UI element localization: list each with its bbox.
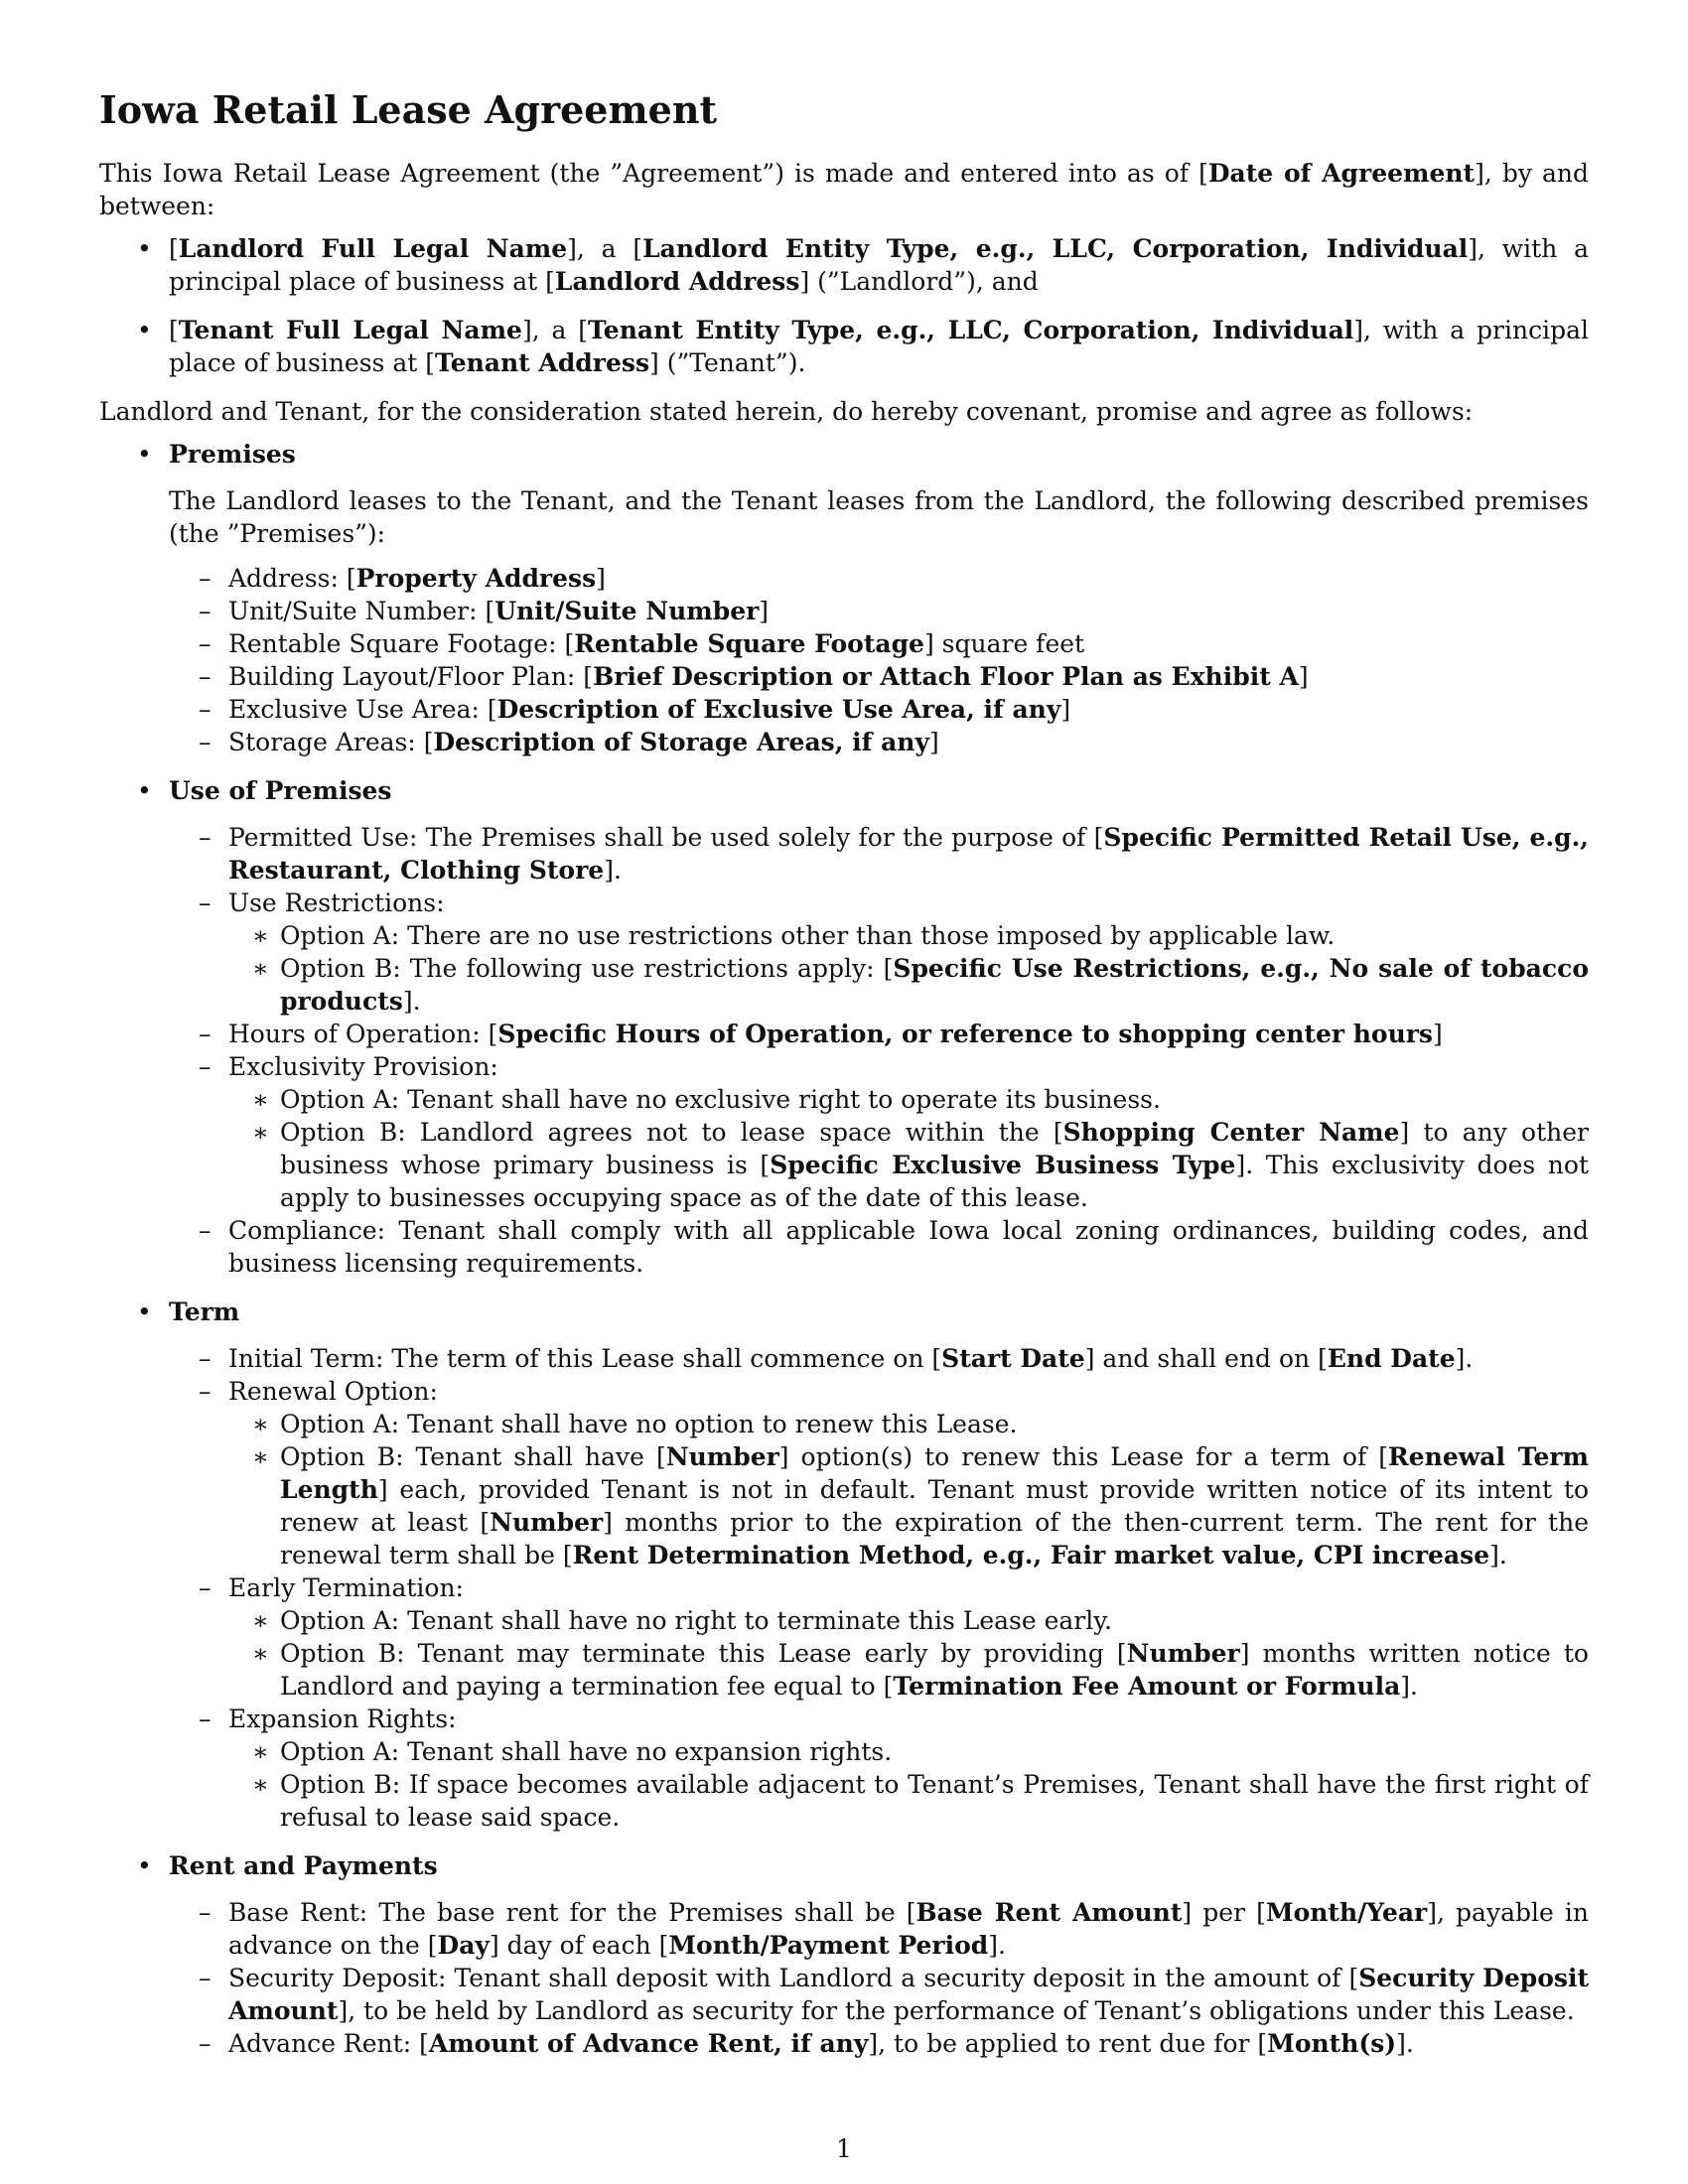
- option-item: ∗ Option A: Tenant shall have no right to terminate this Lease early.: [228, 1604, 1589, 1637]
- list-item: [169, 1342, 1589, 1375]
- list-item: [169, 821, 1589, 887]
- text: Permitted Use: The Premises shall be used solely for the purpose of [: [228, 822, 1104, 852]
- label: Address: [: [228, 563, 356, 593]
- list-item: [169, 595, 1589, 627]
- sections-list: [99, 438, 1589, 2060]
- section-use-of-premises: [99, 774, 1589, 1280]
- section-heading: • Premises: [169, 439, 296, 469]
- option-item: ∗ Option A: Tenant shall have no exclusive right to operate its business.: [228, 1083, 1589, 1116]
- option-list: [228, 1408, 1589, 1571]
- text: ] (”Tenant”).: [649, 347, 806, 377]
- placeholder-landlord-name: Landlord Full Legal Name: [178, 233, 568, 263]
- placeholder: Specific Exclusive Business Type: [770, 1150, 1236, 1179]
- placeholder: Shopping Center Name: [1062, 1117, 1400, 1147]
- parties-list: [99, 232, 1589, 379]
- label: Use Restrictions:: [228, 887, 445, 917]
- document-title: Iowa Retail Lease Agreement: [99, 87, 718, 132]
- option-item: ∗ Option B: If space becomes available adjacent to Tenant’s Premises, Tenant shall have the first right of refusal to lease said space.: [228, 1768, 1589, 1834]
- list-item: [169, 1050, 1589, 1214]
- label: Expansion Rights:: [228, 1704, 457, 1733]
- option-item: [228, 1116, 1589, 1214]
- text: ], to be held by Landlord as security for the performance of Tenant’s obligations under this Lease.: [338, 1995, 1575, 2025]
- text: ].: [1396, 2028, 1414, 2058]
- text: ]: [1433, 1019, 1443, 1048]
- text: ], a [: [567, 233, 643, 263]
- text: ], with a principal place of business at [: [169, 233, 1589, 296]
- placeholder: Renewal Term Length: [280, 1441, 1589, 1504]
- option-item: ∗ Option A: Tenant shall have no expansion rights.: [228, 1735, 1589, 1768]
- text: ]: [1298, 661, 1309, 691]
- placeholder: Month/Payment Period: [668, 1930, 989, 1960]
- section-term: [99, 1296, 1589, 1834]
- text: ].: [402, 986, 421, 1016]
- placeholder: Security Deposit Amount: [228, 1963, 1589, 2025]
- placeholder: Specific Hours of Operation, or reference to shopping center hours: [497, 1019, 1434, 1048]
- placeholder-tenant-name: Tenant Full Legal Name: [178, 315, 522, 344]
- placeholder: Month(s): [1267, 2028, 1397, 2058]
- placeholder: Description of Exclusive Use Area, if any: [496, 694, 1061, 724]
- section-rent-and-payments: [99, 1849, 1589, 2060]
- list-item: [169, 627, 1589, 660]
- list-item: [169, 1703, 1589, 1834]
- placeholder: Day: [437, 1930, 490, 1960]
- text: ].: [1455, 1343, 1474, 1373]
- placeholder-landlord-entity: Landlord Entity Type, e.g., LLC, Corporation, Individual: [642, 233, 1469, 263]
- text: ] months written notice to Landlord and paying a termination fee equal to [: [280, 1638, 1589, 1701]
- placeholder: Specific Permitted Retail Use, e.g., Restaurant, Clothing Store: [228, 822, 1589, 885]
- text: ], payable in advance on the [: [228, 1897, 1589, 1960]
- list-item: [169, 887, 1589, 1018]
- option-list: [228, 919, 1589, 1018]
- label: Unit/Suite Number: [: [228, 596, 495, 625]
- use-details: [169, 821, 1589, 1280]
- list-item: [169, 1962, 1589, 2027]
- placeholder: End Date: [1327, 1343, 1456, 1373]
- placeholder: Rentable Square Footage: [574, 628, 924, 658]
- placeholder: Unit/Suite Number: [494, 596, 760, 625]
- text: ] months prior to the expiration of the then-current term. The rent for the renewal term shall be [: [280, 1507, 1589, 1570]
- list-item: [169, 660, 1589, 693]
- text: ].: [604, 855, 622, 885]
- option-item: [228, 1637, 1589, 1703]
- text: ], to be applied to rent due for [: [868, 2028, 1268, 2058]
- placeholder: Start Date: [941, 1343, 1085, 1373]
- section-heading: • Rent and Payments: [169, 1850, 438, 1880]
- placeholder: Brief Description or Attach Floor Plan as Exhibit A: [593, 661, 1299, 691]
- text: Security Deposit: Tenant shall deposit with Landlord a security deposit in the amount of [: [228, 1963, 1359, 1992]
- text: ]: [759, 596, 770, 625]
- text: Option B: The following use restrictions apply: [: [280, 953, 894, 983]
- option-item: ∗ Option A: There are no use restrictions other than those imposed by applicable law.: [228, 919, 1589, 952]
- text: ]. This exclusivity does not apply to businesses occupying space as of the date of this lease.: [280, 1150, 1589, 1212]
- text: ] each, provided Tenant is not in default. Tenant must provide written notice of its intent to renew at least [: [280, 1474, 1589, 1537]
- party-landlord: [99, 232, 1589, 298]
- text: Option B: Landlord agrees not to lease space within the [: [280, 1117, 1063, 1147]
- text: Option B: Tenant shall have [: [280, 1441, 666, 1471]
- text: ]: [929, 727, 939, 756]
- label: Storage Areas: [: [228, 727, 434, 756]
- text: ].: [1489, 1540, 1507, 1570]
- placeholder: Number: [1126, 1638, 1240, 1668]
- option-item: [228, 1440, 1589, 1571]
- list-item: [169, 2027, 1589, 2060]
- label: Early Termination:: [228, 1572, 464, 1602]
- placeholder: Number: [490, 1507, 604, 1537]
- section-heading: • Use of Premises: [169, 775, 392, 805]
- placeholder-landlord-address: Landlord Address: [554, 266, 800, 296]
- text: ].: [1400, 1671, 1418, 1701]
- option-list: [228, 1604, 1589, 1703]
- intro-text: ], by and between:: [99, 158, 1589, 220]
- placeholder: Termination Fee Amount or Formula: [893, 1671, 1401, 1701]
- section-text: The Landlord leases to the Tenant, and the Tenant leases from the Landlord, the following described premises (the ”Premises”):: [169, 485, 1589, 548]
- text: Initial Term: The term of this Lease shall commence on [: [228, 1343, 942, 1373]
- text: ].: [988, 1930, 1006, 1960]
- label: Building Layout/Floor Plan: [: [228, 661, 594, 691]
- placeholder: Number: [665, 1441, 779, 1471]
- placeholder-tenant-address: Tenant Address: [434, 347, 650, 377]
- text: Advance Rent: [: [228, 2028, 429, 2058]
- placeholder-tenant-entity: Tenant Entity Type, e.g., LLC, Corporation, Individual: [588, 315, 1354, 344]
- label: Rentable Square Footage: [: [228, 628, 575, 658]
- list-item: [169, 1896, 1589, 1962]
- option-list: [228, 1083, 1589, 1214]
- text: Hours of Operation: [: [228, 1019, 498, 1048]
- placeholder: Description of Storage Areas, if any: [433, 727, 929, 756]
- placeholder-date-of-agreement: Date of Agreement: [1207, 158, 1476, 188]
- text: ] per [: [1182, 1897, 1266, 1927]
- option-item: [228, 952, 1589, 1018]
- placeholder: Amount of Advance Rent, if any: [428, 2028, 869, 2058]
- text: ] (”Landlord”), and: [799, 266, 1039, 296]
- placeholder: Specific Use Restrictions, e.g., No sale of tobacco products: [280, 953, 1589, 1016]
- rent-details: [169, 1896, 1589, 2060]
- premises-details: [169, 562, 1589, 758]
- text: ], with a principal place of business at [: [169, 315, 1589, 377]
- section-premises: [99, 438, 1589, 758]
- text: ] option(s) to renew this Lease for a term of [: [778, 1441, 1388, 1471]
- text: Option B: Tenant may terminate this Lease early by providing [: [280, 1638, 1127, 1668]
- text: ] to any other business whose primary business is [: [280, 1117, 1589, 1179]
- text: [: [169, 315, 179, 344]
- list-item: [169, 693, 1589, 726]
- text: ], a [: [521, 315, 589, 344]
- label: Renewal Option:: [228, 1376, 438, 1406]
- text: [: [169, 233, 179, 263]
- placeholder: Month/Year: [1265, 1897, 1428, 1927]
- label: Exclusive Use Area: [: [228, 694, 497, 724]
- text: ] and shall end on [: [1084, 1343, 1328, 1373]
- intro-text: This Iowa Retail Lease Agreement (the ”Agreement”) is made and entered into as of [: [99, 158, 1208, 188]
- list-item: [169, 726, 1589, 758]
- list-item: [169, 1018, 1589, 1050]
- option-item: ∗ Option A: Tenant shall have no option to renew this Lease.: [228, 1408, 1589, 1440]
- intro-paragraph: [99, 157, 1589, 222]
- list-item: [169, 1375, 1589, 1571]
- text: ]: [596, 563, 606, 593]
- text: ] square feet: [923, 628, 1085, 658]
- party-tenant: [99, 314, 1589, 379]
- document-page: [99, 87, 1589, 2076]
- list-item: [169, 562, 1589, 595]
- text: ] day of each [: [489, 1930, 669, 1960]
- placeholder: Rent Determination Method, e.g., Fair market value, CPI increase: [572, 1540, 1490, 1570]
- section-heading: • Term: [169, 1297, 240, 1326]
- placeholder: Base Rent Amount: [915, 1897, 1183, 1927]
- term-details: [169, 1342, 1589, 1834]
- text: ]: [1060, 694, 1071, 724]
- label: Exclusivity Provision:: [228, 1051, 498, 1081]
- placeholder: Property Address: [355, 563, 597, 593]
- option-list: [228, 1735, 1589, 1834]
- page-number: 1: [836, 2134, 852, 2163]
- list-item: – Compliance: Tenant shall comply with all applicable Iowa local zoning ordinances, building codes, and business licensing requirements.: [169, 1214, 1589, 1280]
- covenant-paragraph: Landlord and Tenant, for the consideration stated herein, do hereby covenant, promise and agree as follows:: [99, 396, 1474, 426]
- list-item: [169, 1571, 1589, 1703]
- text: Base Rent: The base rent for the Premises shall be [: [228, 1897, 916, 1927]
